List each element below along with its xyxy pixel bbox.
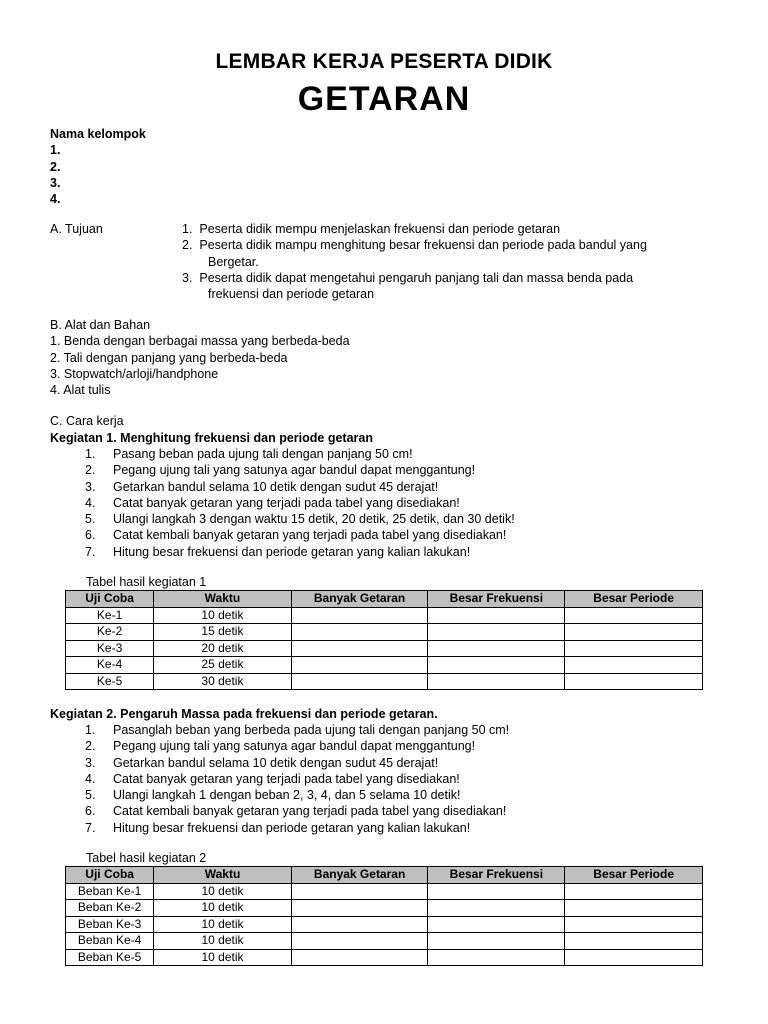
time-cell: 20 detik [154,640,292,657]
tujuan-list [182,221,647,302]
step-text: Pegang ujung tali yang satunya agar bandul dapat menggantung! [113,463,476,478]
tujuan-item-num: 1. [182,222,193,236]
time-cell: 10 detik [154,883,292,900]
step-item [85,722,509,738]
column-header: Banyak Getaran [291,591,428,608]
trial-cell: Ke-3 [66,640,154,657]
period-cell[interactable] [565,933,703,950]
column-header: Besar Periode [565,867,703,884]
worksheet-title: LEMBAR KERJA PESERTA DIDIK [215,50,553,73]
trial-cell: Beban Ke-5 [66,949,154,966]
alat-item: 3. Stopwatch/arloji/handphone [50,366,219,381]
frequency-cell[interactable] [428,933,565,950]
table-row [66,933,703,950]
table-row [66,883,703,900]
alat-section [50,317,350,398]
step-text: Catat banyak getaran yang terjadi pada tabel yang disediakan! [113,495,460,510]
table-row [66,657,703,674]
vibrations-cell[interactable] [291,640,428,657]
step-text: Getarkan bandul selama 10 detik dengan sudut 45 derajat! [113,479,439,494]
step-text: Catat banyak getaran yang terjadi pada tabel yang disediakan! [113,771,460,786]
step-num: 3. [85,755,96,770]
step-text: Catat kembali banyak getaran yang terjadi pada tabel yang disediakan! [113,528,507,543]
worksheet-subject: GETARAN [297,80,471,118]
column-header: Uji Coba [66,867,154,884]
tujuan-label: A. Tujuan [50,222,103,236]
step-num: 2. [85,463,96,478]
step-num: 1. [85,447,96,461]
trial-cell: Beban Ke-1 [66,883,154,900]
time-cell: 25 detik [154,657,292,674]
trial-cell: Beban Ke-4 [66,933,154,950]
table-row [66,949,703,966]
period-cell[interactable] [565,916,703,933]
vibrations-cell[interactable] [291,657,428,674]
step-text: Hitung besar frekuensi dan periode getaran yang kalian lakukan! [113,544,471,559]
frequency-cell[interactable] [428,607,565,624]
vibrations-cell[interactable] [291,916,428,933]
column-header: Besar Frekuensi [428,591,565,608]
vibrations-cell[interactable] [291,624,428,641]
column-header: Waktu [154,591,292,608]
time-cell: 10 detik [154,933,292,950]
tujuan-item-num: 2. [182,238,193,253]
results-table-2 [65,866,703,966]
step-text: Pegang ujung tali yang satunya agar bandul dapat menggantung! [113,739,476,754]
time-cell: 30 detik [154,673,292,690]
frequency-cell[interactable] [428,657,565,674]
group-slot: 1. [50,143,61,158]
step-item [85,462,515,478]
step-num: 1. [85,723,96,737]
frequency-cell[interactable] [428,883,565,900]
alat-item: 4. Alat tulis [50,383,111,398]
period-cell[interactable] [565,657,703,674]
step-item [85,787,509,803]
table-row [66,673,703,690]
step-item [85,803,509,819]
tujuan-item [182,270,647,286]
vibrations-cell[interactable] [291,607,428,624]
table-row [66,640,703,657]
kegiatan2-steps [85,722,509,836]
results-table-1 [65,590,703,690]
step-item [85,479,515,495]
step-item [85,446,515,462]
table2-caption: Tabel hasil kegiatan 2 [86,851,207,865]
table-header-row [66,591,703,608]
frequency-cell[interactable] [428,900,565,917]
group-slot: 4. [50,192,61,207]
tujuan-item-text: Peserta didik dapat mengetahui pengaruh panjang tali dan massa benda pada [199,270,634,285]
period-cell[interactable] [565,673,703,690]
frequency-cell[interactable] [428,949,565,966]
step-num: 5. [85,512,96,527]
vibrations-cell[interactable] [291,900,428,917]
step-num: 2. [85,739,96,754]
period-cell[interactable] [565,624,703,641]
time-cell: 10 detik [154,949,292,966]
vibrations-cell[interactable] [291,949,428,966]
column-header: Banyak Getaran [291,867,428,884]
period-cell[interactable] [565,900,703,917]
trial-cell: Ke-2 [66,624,154,641]
step-num: 5. [85,788,96,803]
vibrations-cell[interactable] [291,933,428,950]
step-item [85,755,509,771]
table-header-row [66,867,703,884]
table-row [66,624,703,641]
tujuan-item [182,237,647,253]
time-cell: 10 detik [154,607,292,624]
step-text: Ulangi langkah 3 dengan waktu 15 detik, 20 detik, 25 detik, dan 30 detik! [113,512,515,527]
tujuan-item [182,221,647,237]
frequency-cell[interactable] [428,916,565,933]
time-cell: 10 detik [154,900,292,917]
step-text: Catat kembali banyak getaran yang terjadi pada tabel yang disediakan! [113,804,507,819]
step-text: Hitung besar frekuensi dan periode getaran yang kalian lakukan! [113,820,471,835]
step-item [85,495,515,511]
vibrations-cell[interactable] [291,673,428,690]
tujuan-item-text: Peserta didik mempu menjelaskan frekuensi dan periode getaran [199,222,561,236]
time-cell: 15 detik [154,624,292,641]
step-item [85,511,515,527]
group-label: Nama kelompok [50,127,146,141]
step-text: Ulangi langkah 1 dengan beban 2, 3, 4, dan 5 selama 10 detik! [113,788,461,803]
kegiatan2-heading: Kegiatan 2. Pengaruh Massa pada frekuensi dan periode getaran. [50,707,438,721]
group-slot: 2. [50,159,61,174]
trial-cell: Ke-5 [66,673,154,690]
step-num: 6. [85,528,96,543]
trial-cell: Ke-4 [66,657,154,674]
frequency-cell[interactable] [428,624,565,641]
step-num: 4. [85,495,96,510]
trial-cell: Beban Ke-2 [66,900,154,917]
trial-cell: Ke-1 [66,607,154,624]
kegiatan1-steps [85,446,515,560]
column-header: Besar Periode [565,591,703,608]
step-item [85,771,509,787]
group-section [50,126,146,207]
tujuan-item-continuation: Bergetar. [208,254,259,269]
step-item [85,738,509,754]
column-header: Besar Frekuensi [428,867,565,884]
table-row [66,607,703,624]
step-item [85,527,515,543]
frequency-cell[interactable] [428,673,565,690]
frequency-cell[interactable] [428,640,565,657]
vibrations-cell[interactable] [291,883,428,900]
step-item [85,820,509,836]
time-cell: 10 detik [154,916,292,933]
step-num: 4. [85,771,96,786]
step-num: 3. [85,479,96,494]
kegiatan1-heading: Kegiatan 1. Menghitung frekuensi dan periode getaran [50,431,373,445]
trial-cell: Beban Ke-3 [66,916,154,933]
step-item [85,544,515,560]
alat-label: B. Alat dan Bahan [50,318,151,332]
column-header: Waktu [154,867,292,884]
step-num: 6. [85,804,96,819]
cara-label: C. Cara kerja [50,414,124,428]
table-row [66,900,703,917]
period-cell[interactable] [565,607,703,624]
period-cell[interactable] [565,640,703,657]
group-slot: 3. [50,175,61,190]
step-text: Pasanglah beban yang berbeda pada ujung tali dengan panjang 50 cm! [113,723,510,737]
alat-item: 2. Tali dengan panjang yang berbeda-beda [50,350,288,365]
period-cell[interactable] [565,949,703,966]
table1-caption: Tabel hasil kegiatan 1 [86,575,207,589]
step-num: 7. [85,544,96,559]
column-header: Uji Coba [66,591,154,608]
period-cell[interactable] [565,883,703,900]
tujuan-item-num: 3. [182,270,193,285]
step-text: Pasang beban pada ujung tali dengan panjang 50 cm! [113,447,413,461]
tujuan-item-text: Peserta didik mampu menghitung besar frekuensi dan periode pada bandul yang [199,238,647,253]
table-row [66,916,703,933]
step-text: Getarkan bandul selama 10 detik dengan sudut 45 derajat! [113,755,439,770]
tujuan-item-continuation: frekuensi dan periode getaran [208,287,375,302]
alat-item: 1. Benda dengan berbagai massa yang berbeda-beda [50,334,350,349]
step-num: 7. [85,820,96,835]
